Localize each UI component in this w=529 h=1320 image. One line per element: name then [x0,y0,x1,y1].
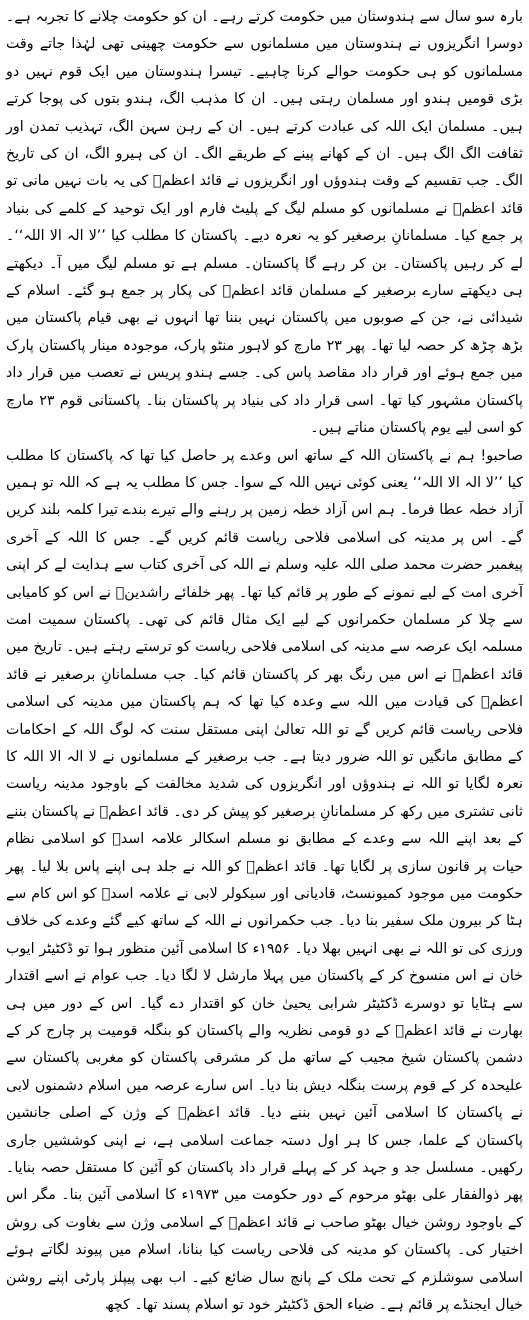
article-body [6,4,523,1320]
article-paragraph: بارہ سو سال سے ہندوستان میں حکومت کرتے رہے۔ ان کو حکومت چلانے کا تجربہ ہے۔ دوسرا انگریزوں نے ہندوستان میں مسلمانوں سے حکومت چھینی تھی لہٰذا جاتے وقت مسلمانوں کو ہی حکومت حوالے کرنا چاہیے۔ تیسرا ہندوستان میں ایک قوم نہیں دو بڑی قومیں ہندو اور مسلمان رہتی ہیں۔ ان کا مذہب الگ، ہندو بتوں کی پوجا کرتے ہیں۔ مسلمان ایک اللہ کی عبادت کرتے ہیں۔ ان کے رہن سہن الگ، تہذیب تمدن اور ثقافت الگ الگ ہیں۔ ان کے کھانے پینے کے طریقے الگ۔ ان کی ہیرو الگ، ان کی تاریخ الگ۔ جب تقسیم کے وقت ہندوؤں اور انگریزوں نے قائد اعظمؒ کی یہ بات نہیں مانی تو قائد اعظمؒ نے مسلمانوں کو مسلم لیگ کے پلیٹ فارم اور ایک توحید کے کلمے کی بنیاد پر جمع کیا۔ مسلمانانِ برصغیر کو یہ نعرہ دیے۔ پاکستان کا مطلب کیا ’’لا الہ الا اللہ‘‘۔ لے کر رہیں پاکستان۔ بن کر رہے گا پاکستان۔ مسلم ہے تو مسلم لیگ میں آ۔ دیکھتے ہی دیکھتے سارے برصغیر کے مسلمان قائد اعظمؒ کی پکار پر جمع ہو گئے۔ اسلام کے شیدائی نے، جن کے صوبوں میں پاکستان نہیں بننا تھا انہوں نے بھی قیام پاکستان میں بڑھ چڑھ کر حصہ لیا تھا۔ پھر ۲۳ مارچ کو لاہور منٹو پارک، موجودہ مینار پاکستان پارک میں جمع ہوئے اور قرار داد مقاصد پاس کی۔ جسے ہندو پریس نے تعصب میں قرار داد پاکستان مشہور کیا تھا۔ اسی قرار داد کی بنیاد پر پاکستان بنا۔ پاکستانی قوم ۲۳ مارچ کو اسی لیے یوم پاکستان مناتے ہیں۔ [6,9,524,437]
article-paragraph: صاحبو! ہم نے پاکستان اللہ کے ساتھ اس وعدے پر حاصل کیا تھا کہ پاکستان کا مطلب کیا ’’لا الہ الا اللہ‘‘ یعنی کوئی نہیں اللہ کے سوا۔ جس کا مطلب یہ ہے کہ اللہ تو ہمیں آزاد خطہ عطا فرما۔ ہم اس آزاد خطہ زمین پر رہنے والے تیرے بندے تیرا کلمہ بلند کریں گے۔ اس پر مدینہ کی اسلامی فلاحی ریاست قائم کریں گے۔ جس کا اللہ کے آخری پیغمبر حضرت محمد صلی اللہ علیہ وسلم نے اللہ کی آخری کتاب سے ہدایت لے کر اپنی آخری امت کے لیے نمونے کے طور پر قائم کیا تھا۔ پھر خلفائے راشدینؓ نے اس کو کامیابی سے چلا کر مسلمان حکمرانوں کے لیے ایک مثال قائم کی تھی۔ پاکستان سمیت امت مسلمہ ایک عرصہ سے مدینہ کی اسلامی فلاحی ریاست کو ترستے رہتے ہیں۔ تاریخ میں قائد اعظمؒ نے اس میں رنگ بھر کر پاکستان قائم کیا۔ جب مسلمانانِ برصغیر نے قائد اعظمؒ کی قیادت میں اللہ سے وعدہ کیا تھا کہ ہم پاکستان میں مدینہ کی اسلامی فلاحی ریاست قائم کریں گے تو اللہ تعالیٰ اپنی مستقل سنت کہ لوگ اللہ کے احکامات کے مطابق مانگیں تو اللہ ضرور دیتا ہے۔ جب برصغیر کے مسلمانوں نے لا الہ الا اللہ کا نعرہ لگایا تو اللہ نے ہندوؤں اور انگریزوں کی شدید مخالفت کے باوجود مدینہ ریاست ثانی تشتری میں رکھ کر مسلمانانِ برصغیر کو پیش کر دی۔ قائد اعظمؒ نے پاکستان بننے کے بعد اپنے اللہ سے وعدے کے مطابق نو مسلم اسکالر علامہ اسدؒ کو اسلامی نظام حیات پر قانون سازی پر لگایا تھا۔ قائد اعظمؒ کو اللہ نے جلد ہی اپنے پاس بلا لیا۔ پھر حکومت میں موجود کمیونسٹ، قادیانی اور سیکولر لابی نے علامہ اسدؒ کو اس کام سے ہٹا کر بیرون ملک سفیر بنا دیا۔ جب حکمرانوں نے اللہ کے ساتھ کیے گئے وعدے کی خلاف ورزی کی تو اللہ نے بھی انہیں بھلا دیا۔ ۱۹۵۶ء کا اسلامی آئین منظور ہوا تو ڈکٹیٹر ایوب خان نے اس منسوخ کر کے پاکستان میں پہلا مارشل لا لگا دیا۔ جب عوام نے اسے اقتدار سے ہٹایا تو دوسرے ڈکٹیٹر شرابی یحییٰ خان کو اقتدار دے گیا۔ اس کے دور میں ہی بھارت نے قائد اعظمؒ کے دو قومی نظریہ والے پاکستان کو بنگلہ قومیت پر چارج کر کے دشمن پاکستان شیخ مجیب کے ساتھ مل کر مشرقی پاکستان کو مغربی پاکستان سے علیحدہ کر کے قوم پرست بنگلہ دیش بنا دیا۔ اس سارے عرصہ میں اسلام دشمنوں لابی نے پاکستان کا اسلامی آئین نہیں بننے دیا۔ قائد اعظمؒ کے وژن کے اصلی جانشین پاکستان کے علما، جس کا ہر اول دستہ جماعت اسلامی ہے، نے اپنی کوششیں جاری رکھیں۔ مسلسل جد و جہد کر کے پہلے قرار داد پاکستان کو آئین کا مستقل حصہ بنایا۔ پھر ذوالفقار علی بھٹو مرحوم کے دور حکومت میں ۱۹۷۳ء کا اسلامی آئین بنا۔ مگر اس کے باوجود روشن خیال بھٹو صاحب نے قائد اعظمؒ کے اسلامی وژن سے بغاوت کی روش اختیار کی۔ پاکستان کو مدینہ کی فلاحی ریاست کیا بنانا، اسلام میں پیوند لگاتے ہوئے اسلامی سوشلزم کے تحت ملک کے پانچ سال ضائع کیے۔ اب بھی پیپلز پارٹی اپنے روشن خیال ایجنڈے پر قائم ہے۔ ضیاء الحق ڈکٹیٹر خود تو اسلام پسند تھا۔ کچھ [6,447,523,1314]
